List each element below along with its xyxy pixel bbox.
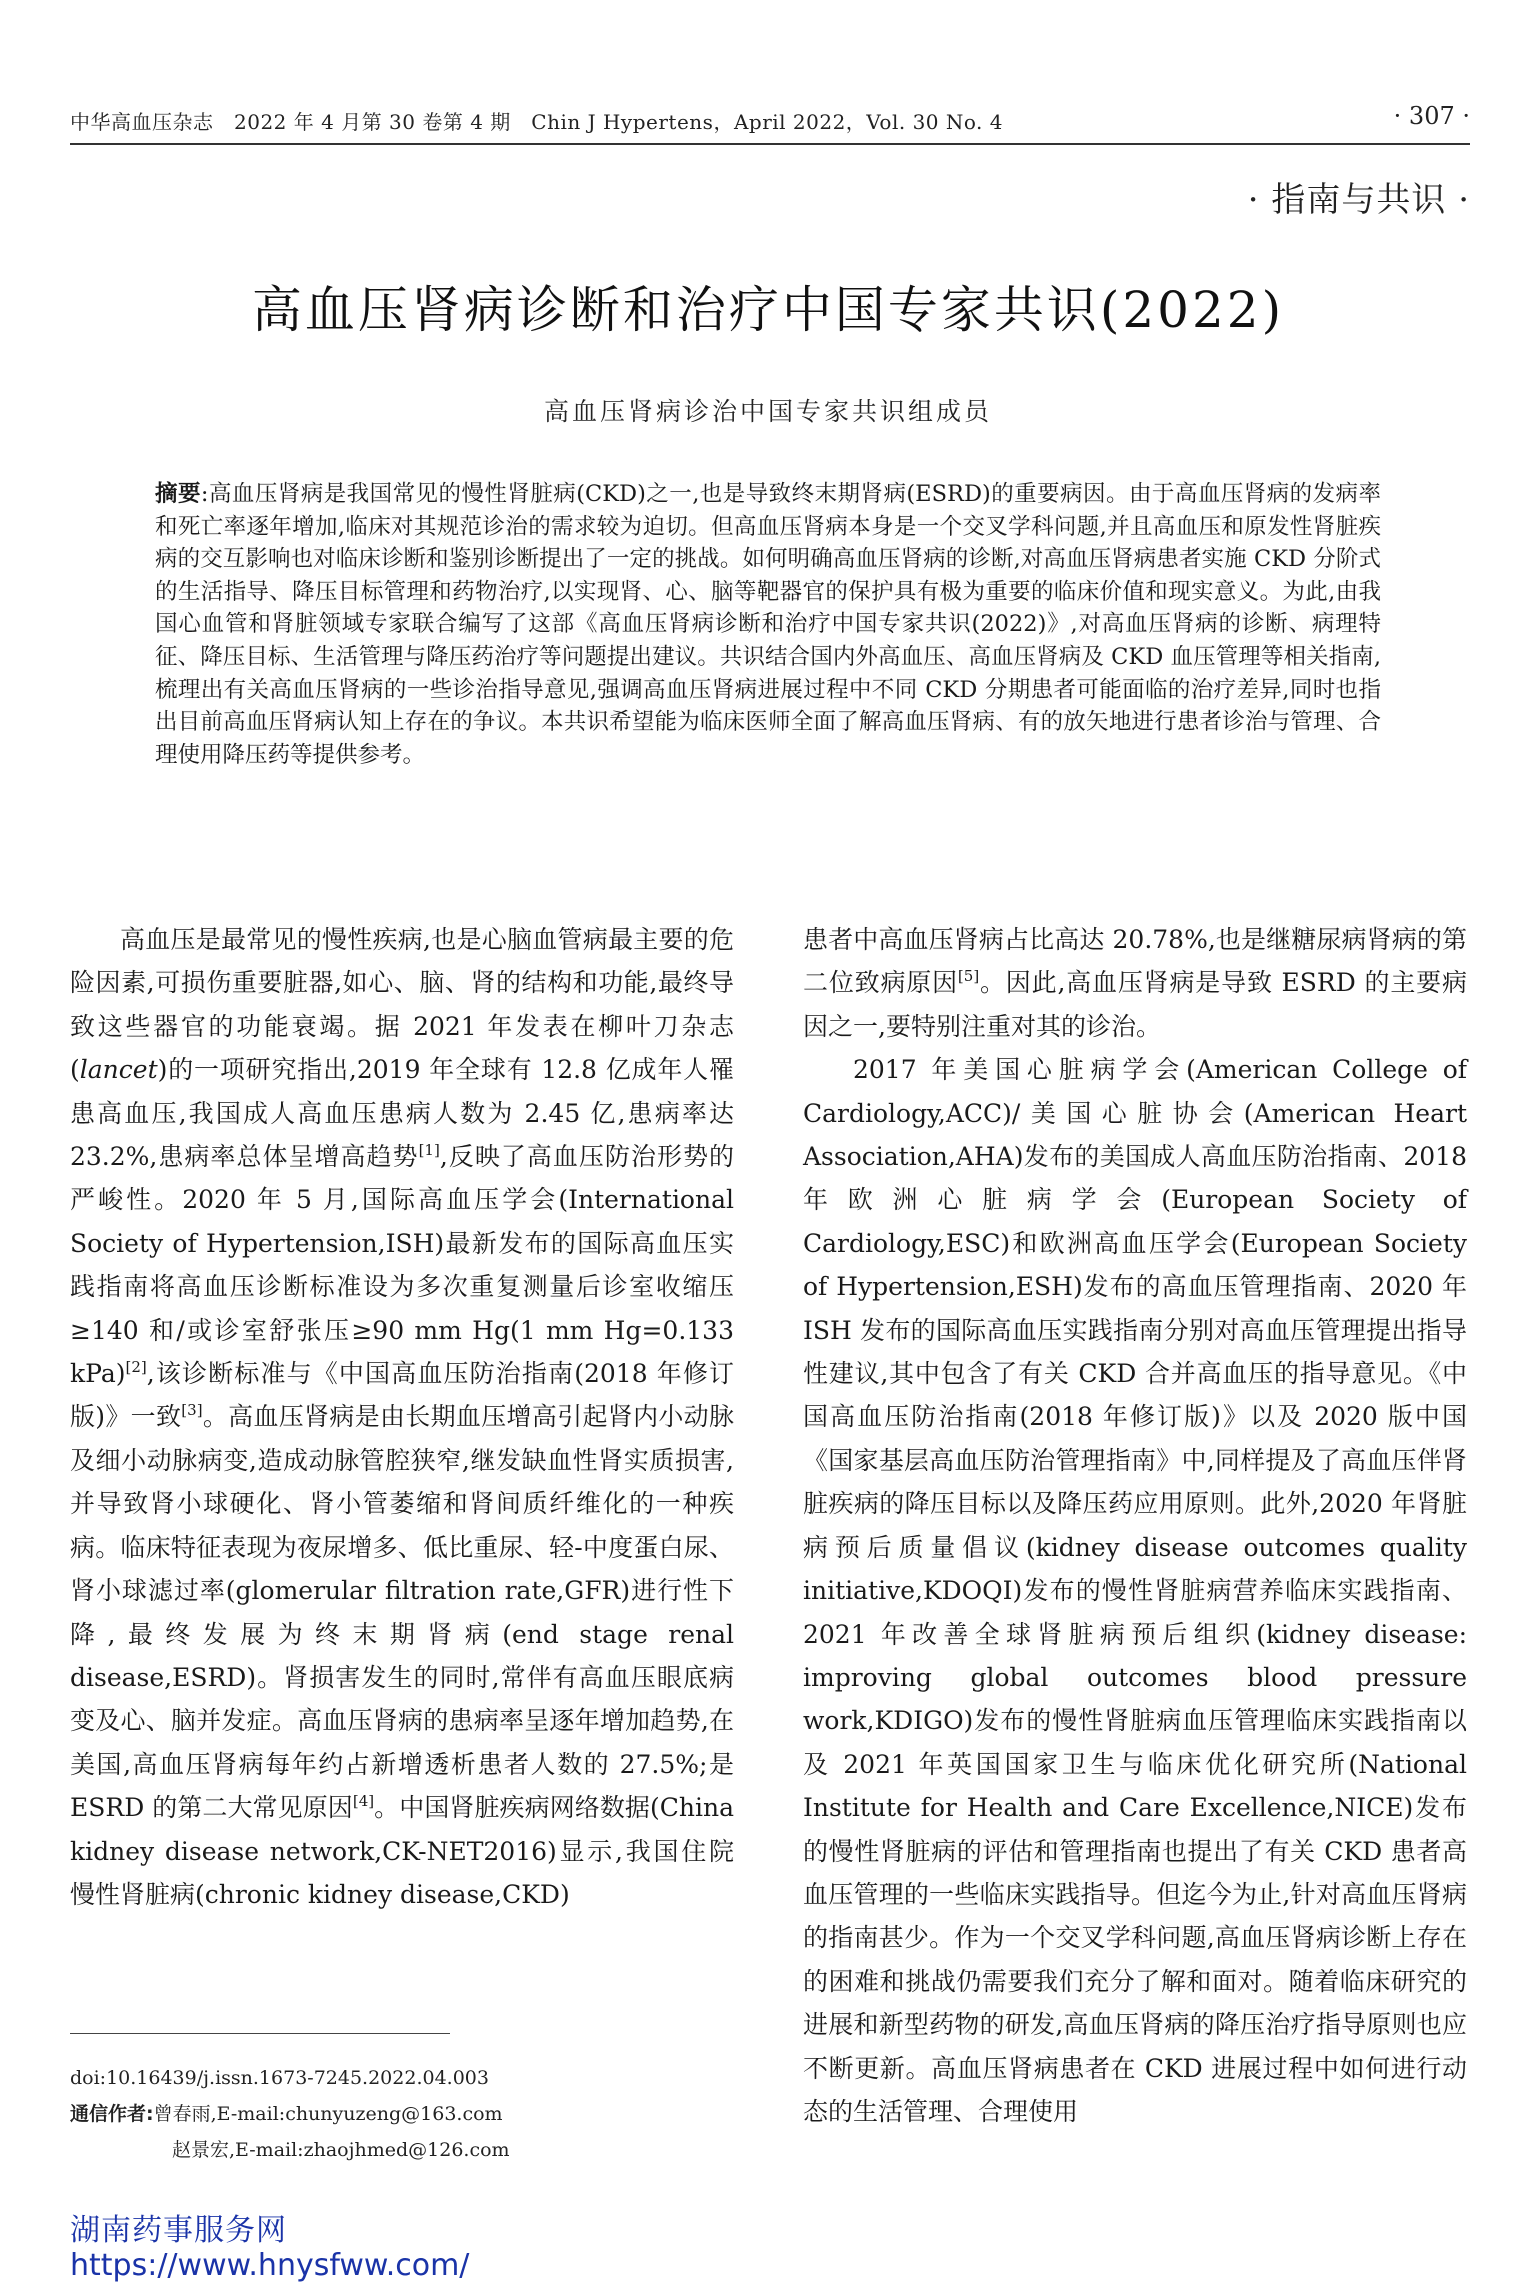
citation-ref: [3] <box>181 1401 203 1420</box>
abstract <box>155 478 1381 771</box>
footnotes <box>70 2060 730 2168</box>
citation-ref: [5] <box>957 967 980 986</box>
watermark-url[interactable]: https://www.hnysfww.com/ <box>70 2248 470 2283</box>
watermark-name: 湖南药事服务网 <box>70 2213 287 2248</box>
corresponding-author-2: 赵景宏,E-mail:zhaojhmed@126.com <box>172 2139 510 2161</box>
citation-ref: [1] <box>418 1141 440 1160</box>
body-column-left <box>70 918 734 1916</box>
citation-ref: [2] <box>125 1358 147 1377</box>
journal-citation: 中华高血压杂志 2022 年 4 月第 30 卷第 4 期 Chin J Hypertens，April 2022，Vol. 30 No. 4 <box>70 110 1003 134</box>
doi: doi:10.16439/j.issn.1673-7245.2022.04.003 <box>70 2067 489 2089</box>
paragraph-continued: 患者中高血压肾病占比高达 20.78%,也是继糖尿病肾病的第二位致病原因[5]。因此,高血压肾病是导致 ESRD 的主要病因之一,要特别注重对其的诊治。 <box>803 925 1467 1041</box>
abstract-text: :高血压肾病是我国常见的慢性肾脏病(CKD)之一,也是导致终末期肾病(ESRD)的重要病因。由于高血压肾病的发病率和死亡率逐年增加,临床对其规范诊治的需求较为迫切。但高血压肾病本身是一个交叉学科问题,并且高血压和原发性肾脏疾病的交互影响也对临床诊断和鉴别诊断提出了一定的挑战。如何明确高血压肾病的诊断,对高血压肾病患者实施 CKD 分阶式的生活指导、降压目标管理和药物治疗,以实现肾、心、脑等靶器官的保护具有极为重要的临床价值和现实意义。为此,由我国心血管和肾脏领域专家联合编写了这部《高血压肾病诊断和治疗中国专家共识(2022)》,对高血压肾病的诊断、病理特征、降压目标、生活管理与降压药治疗等问题提出建议。共识结合国内外高血压、高血压肾病及 CKD 血压管理等相关指南,梳理出有关高血压肾病的一些诊治指导意见,强调高血压肾病进展过程中不同 CKD 分期患者可能面临的治疗差异,同时也指出目前高血压肾病认知上存在的争议。本共识希望能为临床医师全面了解高血压肾病、有的放矢地进行患者诊治与管理、合理使用降压药等提供参考。 <box>155 481 1381 768</box>
running-head <box>70 100 1470 140</box>
site-watermark <box>70 2213 469 2283</box>
journal-name-italic: lancet <box>79 1055 158 1085</box>
body-column-right <box>803 918 1467 2133</box>
corresponding-label: 通信作者: <box>70 2103 154 2125</box>
page-number: · 307 · <box>1393 102 1470 130</box>
author-group: 高血压肾病诊治中国专家共识组成员 <box>543 397 992 426</box>
corresponding-author-1: 通信作者:曾春雨,E-mail:chunyuzeng@163.com <box>70 2103 503 2125</box>
column-tag: · 指南与共识 · <box>1247 180 1470 220</box>
footnote-rule <box>70 2033 450 2034</box>
abstract-label: 摘要 <box>155 481 201 507</box>
paragraph: 高血压是最常见的慢性疾病,也是心脑血管病最主要的危险因素,可损伤重要脏器,如心、脑、肾的结构和功能,最终导致这些器官的功能衰竭。据 2021 年发表在柳叶刀杂志(lancet)的一项研究指出,2019 年全球有 12.8 亿成年人罹患高血压,我国成人高血压患病人数为 2.45 亿,患病率达 23.2%,患病率总体呈增高趋势[1],反映了高血压防治形势的严峻性。2020 年 5 月,国际高血压学会(International Society of Hypertension,ISH)最新发布的国际高血压实践指南将高血压诊断标准设为多次重复测量后诊室收缩压≥140 和/或诊室舒张压≥90 mm Hg(1 mm Hg=0.133 kPa)[2],该诊断标准与《中国高血压防治指南(2018 年修订版)》一致[3]。高血压肾病是由长期血压增高引起肾内小动脉及细小动脉病变,造成动脉管腔狭窄,继发缺血性肾实质损害,并导致肾小球硬化、肾小管萎缩和肾间质纤维化的一种疾病。临床特征表现为夜尿增多、低比重尿、轻-中度蛋白尿、肾小球滤过率(glomerular filtration rate,GFR)进行性下降,最终发展为终末期肾病(end stage renal disease,ESRD)。肾损害发生的同时,常伴有高血压眼底病变及心、脑并发症。高血压肾病的患病率呈逐年增加趋势,在美国,高血压肾病每年约占新增透析患者人数的 27.5%;是 ESRD 的第二大常见原因[4]。中国肾脏疾病网络数据(China kidney disease network,CK-NET2016)显示,我国住院慢性肾脏病(chronic kidney disease,CKD) <box>70 925 734 1909</box>
citation-ref: [4] <box>352 1792 375 1811</box>
paragraph: 2017 年美国心脏病学会(American College of Cardiology,ACC)/美国心脏协会(American Heart Association,AHA)发布的美国成人高血压防治指南、2018 年欧洲心脏病学会(European Society of Cardiology,ESC)和欧洲高血压学会(European Society of Hypertension,ESH)发布的高血压管理指南、2020 年 ISH 发布的国际高血压实践指南分别对高血压管理提出指导性建议,其中包含了有关 CKD 合并高血压的指导意见。《中国高血压防治指南(2018 年修订版)》以及 2020 版中国《国家基层高血压防治管理指南》中,同样提及了高血压伴肾脏疾病的降压目标以及降压药应用原则。此外,2020 年肾脏病预后质量倡议(kidney disease outcomes quality initiative,KDOQI)发布的慢性肾脏病营养临床实践指南、2021 年改善全球肾脏病预后组织(kidney disease: improving global outcomes blood pressure work,KDIGO)发布的慢性肾脏病血压管理临床实践指南以及 2021 年英国国家卫生与临床优化研究所(National Institute for Health and Care Excellence,NICE)发布的慢性肾脏病的评估和管理指南也提出了有关 CKD 患者高血压管理的一些临床实践指导。但迄今为止,针对高血压肾病的指南甚少。作为一个交叉学科问题,高血压肾病诊断上存在的困难和挑战仍需要我们充分了解和面对。随着临床研究的进展和新型药物的研发,高血压肾病的降压治疗指导原则也应不断更新。高血压肾病患者在 CKD 进展过程中如何进行动态的生活管理、合理使用 <box>803 1055 1467 2126</box>
header-rule <box>70 143 1470 145</box>
article-title: 高血压肾病诊断和治疗中国专家共识(2022) <box>251 281 1285 339</box>
